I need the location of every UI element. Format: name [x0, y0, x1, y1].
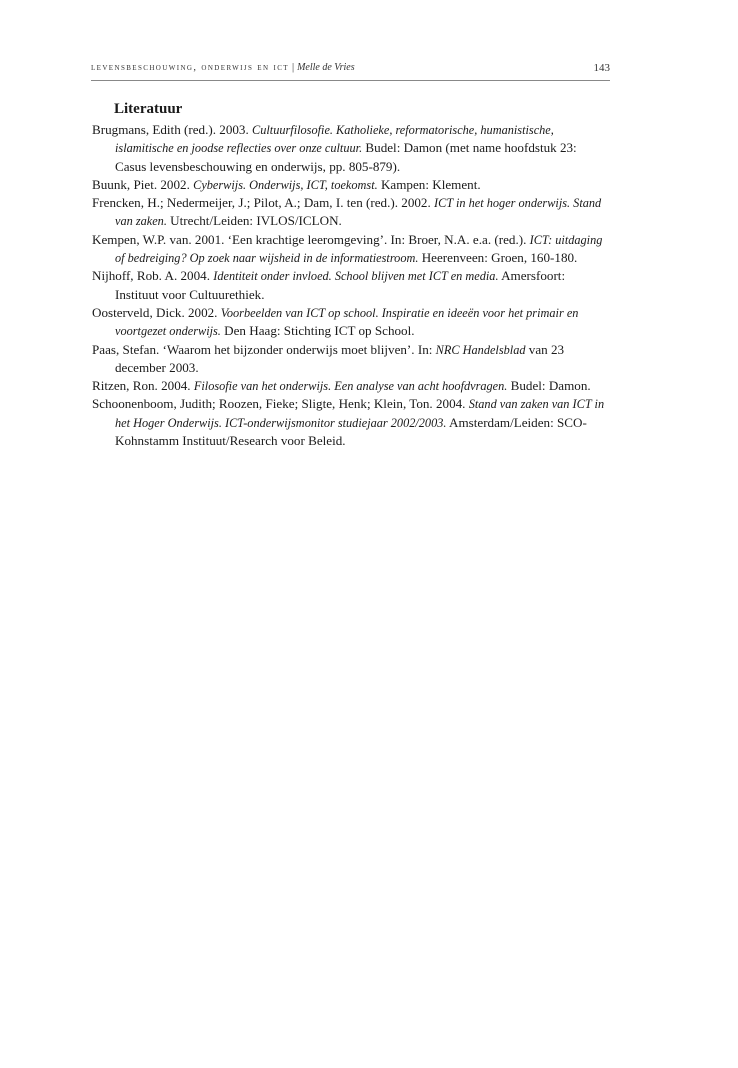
reference-publisher: Den Haag: Stichting ICT op School. [220, 323, 415, 339]
reference-title: Identiteit onder invloed. School blijven met ICT en media. [213, 269, 499, 284]
reference-item [92, 377, 610, 395]
reference-title: Stand van zaken van ICT in het Hoger Onderwijs. ICT-onderwijsmonitor studiejaar 2002/2003. [115, 397, 605, 430]
header-separator: | [291, 62, 295, 73]
reference-publisher: Budel: Damon. [507, 378, 591, 394]
reference-item [92, 395, 610, 450]
reference-list [92, 121, 610, 450]
reference-authors: Nijhoff, Rob. A. 2004. [92, 268, 214, 284]
reference-item [92, 176, 610, 194]
reference-title: NRC Handelsblad [435, 342, 526, 357]
reference-item [92, 341, 610, 378]
reference-publisher: van 23 december 2003. [115, 341, 565, 375]
reference-authors: Ritzen, Ron. 2004. [92, 378, 194, 394]
reference-item [92, 267, 610, 304]
section-title: Literatuur [114, 101, 183, 117]
reference-publisher: Heerenveen: Groen, 160-180. [418, 250, 578, 266]
reference-publisher: Kampen: Klement. [377, 176, 481, 192]
running-title-text: levensbeschouwing, onderwijs en ict [91, 62, 289, 73]
reference-authors: Oosterveld, Dick. 2002. [92, 304, 221, 320]
reference-title: ICT: uitdaging of bedreiging? Op zoek naar wijsheid in de informatiestroom. [115, 232, 603, 266]
reference-authors: Paas, Stefan. ‘Waarom het bijzonder onderwijs moet blijven’. In: [92, 341, 436, 357]
page-number: 143 [593, 62, 610, 74]
reference-authors: Brugmans, Edith (red.). 2003. [92, 122, 253, 137]
reference-publisher: Budel: Damon (met name hoofdstuk 23: Casus levensbeschouwing en onderwijs, pp. 805-879). [115, 140, 577, 174]
reference-item [92, 231, 610, 268]
reference-publisher: Utrecht/Leiden: IVLOS/ICLON. [166, 213, 342, 229]
reference-publisher: Amersfoort: Instituut voor Cultuurethiek. [115, 268, 566, 302]
reference-item [92, 194, 610, 231]
reference-item [92, 121, 610, 176]
reference-authors: Buunk, Piet. 2002. [92, 176, 194, 192]
reference-authors: Schoonenboom, Judith; Roozen, Fieke; Sligte, Henk; Klein, Ton. 2004. [92, 396, 469, 412]
reference-title: Cultuurfilosofie. Katholieke, reformatorische, humanistische, islamitische en joodse reflecties over onze cultuur. [115, 123, 554, 156]
reference-item [92, 304, 610, 341]
running-title [91, 62, 355, 73]
reference-authors: Kempen, W.P. van. 2001. ‘Een krachtige leeromgeving’. In: Broer, N.A. e.a. (red.). [92, 231, 530, 247]
reference-title: Cyberwijs. Onderwijs, ICT, toekomst. [193, 177, 378, 192]
header-author: Melle de Vries [297, 62, 355, 73]
reference-title: Voorbeelden van ICT op school. Inspiratie en ideeën voor het primair en voortgezet onderwijs. [115, 305, 579, 339]
reference-title: Filosofie van het onderwijs. Een analyse van acht hoofdvragen. [193, 379, 508, 394]
reference-publisher: Amsterdam/Leiden: SCO-Kohnstamm Instituut/Research voor Beleid. [115, 414, 587, 449]
running-header [91, 62, 610, 81]
reference-title: ICT in het hoger onderwijs. Stand van zaken. [115, 196, 602, 229]
reference-authors: Frencken, H.; Nedermeijer, J.; Pilot, A.; Dam, I. ten (red.). 2002. [92, 195, 435, 211]
